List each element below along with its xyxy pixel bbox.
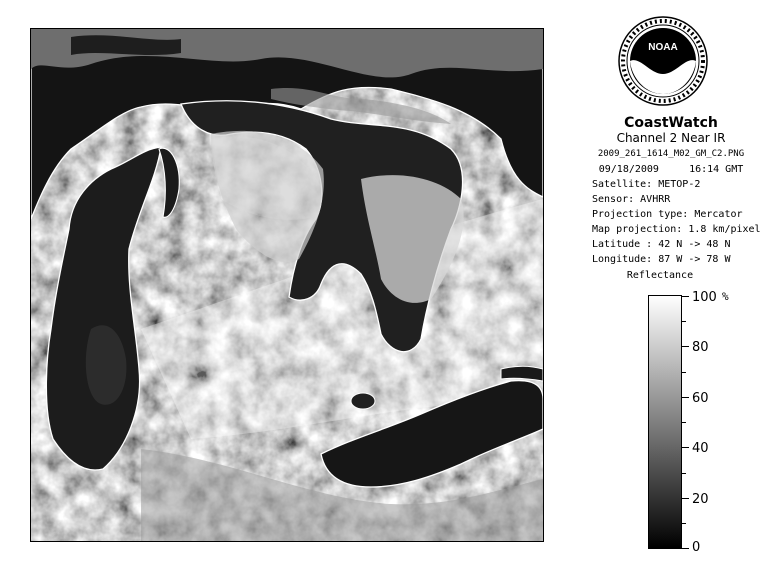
longitude-label: Longitude: 87 W -> 78 W <box>592 254 731 265</box>
great-lakes-map <box>31 29 543 541</box>
time-value: 16:14 GMT <box>689 164 744 175</box>
colorbar-minor-tick <box>682 523 686 524</box>
colorbar-tick-label: 0 <box>692 540 701 555</box>
colorbar-title: Reflectance <box>626 270 694 281</box>
brand-title: CoastWatch <box>624 115 718 131</box>
colorbar-tick-label: 100 <box>692 290 717 305</box>
colorbar-tick-label: 40 <box>692 441 709 456</box>
colorbar-tick <box>682 498 689 499</box>
date-time <box>560 162 782 177</box>
colorbar-unit: % <box>722 290 729 303</box>
projection-type-label: Projection type: Mercator <box>592 209 743 220</box>
colorbar-tick <box>682 296 689 297</box>
colorbar-tick-label: 60 <box>692 391 709 406</box>
colorbar <box>648 295 682 549</box>
colorbar-minor-tick <box>682 372 686 373</box>
colorbar-tick <box>682 447 689 448</box>
colorbar-tick <box>682 397 689 398</box>
file-name: 2009_261_1614_M02_GM_C2.PNG <box>597 149 745 159</box>
noaa-logo-text: NOAA <box>648 42 678 53</box>
noaa-logo <box>618 16 708 106</box>
colorbar-tick <box>682 346 689 347</box>
colorbar-tick-label: 80 <box>692 340 709 355</box>
map-projection-label: Map projection: 1.8 km/pixel <box>592 224 761 235</box>
metadata-list <box>592 177 772 267</box>
colorbar-minor-tick <box>682 321 686 322</box>
latitude-label: Latitude : 42 N -> 48 N <box>592 239 731 250</box>
date-value: 09/18/2009 <box>598 164 659 175</box>
channel-label: Channel 2 Near IR <box>616 131 726 145</box>
colorbar-minor-tick <box>682 473 686 474</box>
colorbar-tick <box>682 548 689 549</box>
satellite-label: Satellite: METOP-2 <box>592 179 701 190</box>
sensor-label: Sensor: AVHRR <box>592 194 671 205</box>
colorbar-tick-label: 20 <box>692 492 709 507</box>
satellite-image <box>30 28 544 542</box>
colorbar-minor-tick <box>682 422 686 423</box>
